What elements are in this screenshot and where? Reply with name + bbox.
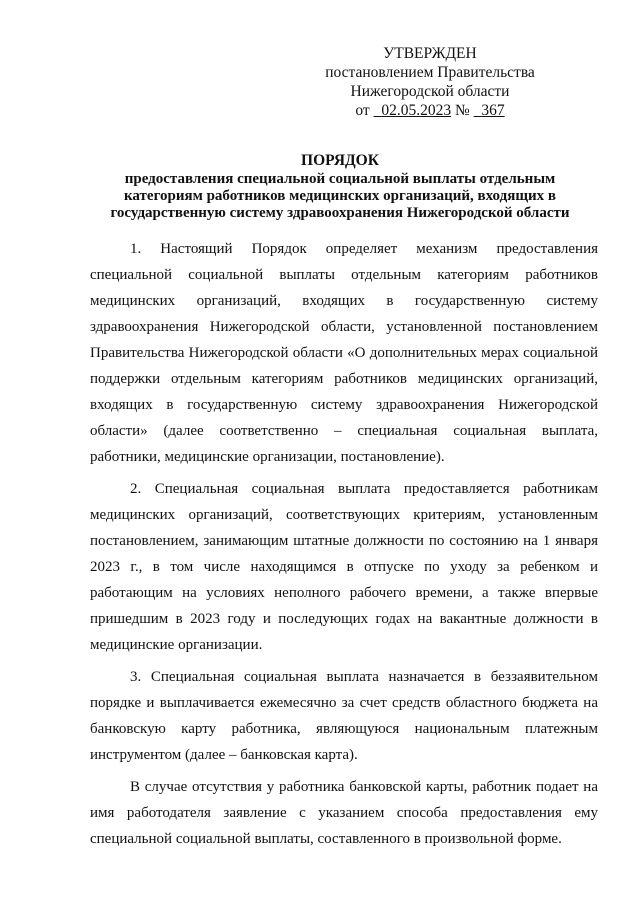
document-subtitle-line: государственную систему здравоохранения Нижегородской области [110, 205, 570, 221]
approval-number: 367 [481, 102, 505, 119]
approval-region: Нижегородской области [350, 83, 510, 100]
paragraph: 3. Специальная социальная выплата назначается в беззаявительном порядке и выплачивается ежемесячно за счет средств областного бюджета на банковскую карту работника, являющуюся национальным платежным инструментом (далее – банковская карта). [90, 669, 598, 763]
paragraph: 2. Специальная социальная выплата предоставляется работникам медицинских организаций, соответствующих критериям, установленным постановлением, занимающим штатные должности по состоянию на 1 января 2023 г., в том числе находящимся в отпуске по уходу за ребенком и работающим на условиях неполного рабочего времени, а также впервые пришедшим в 2023 году и последующих годах на вакантные должности в медицинские организации. [90, 481, 598, 653]
approval-heading: УТВЕРЖДЕН [383, 45, 477, 62]
paragraph: В случае отсутствия у работника банковской карты, работник подает на имя работодателя заявление с указанием способа предоставления ему специальной социальной выплаты, составленного в произвольной форме. [90, 779, 598, 847]
approval-block [300, 44, 560, 120]
number-sign: № [454, 102, 470, 119]
approval-date-line [300, 101, 560, 120]
document-subtitle-line: категориям работников медицинских организаций, входящих в [124, 188, 556, 204]
document-body [90, 236, 598, 858]
document-subtitle-line: предоставления специальной социальной выплаты отдельным [124, 171, 556, 187]
approval-date: 02.05.2023 [381, 102, 452, 119]
paragraph: 1. Настоящий Порядок определяет механизм предоставления специальной социальной выплаты отдельным категориям работников медицинских организаций, входящих в государственную систему здравоохранения Нижегородской области, установленной постановлением Правительства Нижегородской области «О дополнительных мерах социальной поддержки отдельным категориям работников медицинских организаций, входящих в государственную систему здравоохранения Нижегородской области» (далее соответственно – специальная социальная выплата, работники, медицинские организации, постановление). [90, 241, 598, 465]
document-title: ПОРЯДОК [301, 152, 379, 169]
approval-authority: постановлением Правительства [325, 64, 535, 81]
document-title-block [60, 152, 620, 222]
date-prefix: от [355, 102, 370, 119]
